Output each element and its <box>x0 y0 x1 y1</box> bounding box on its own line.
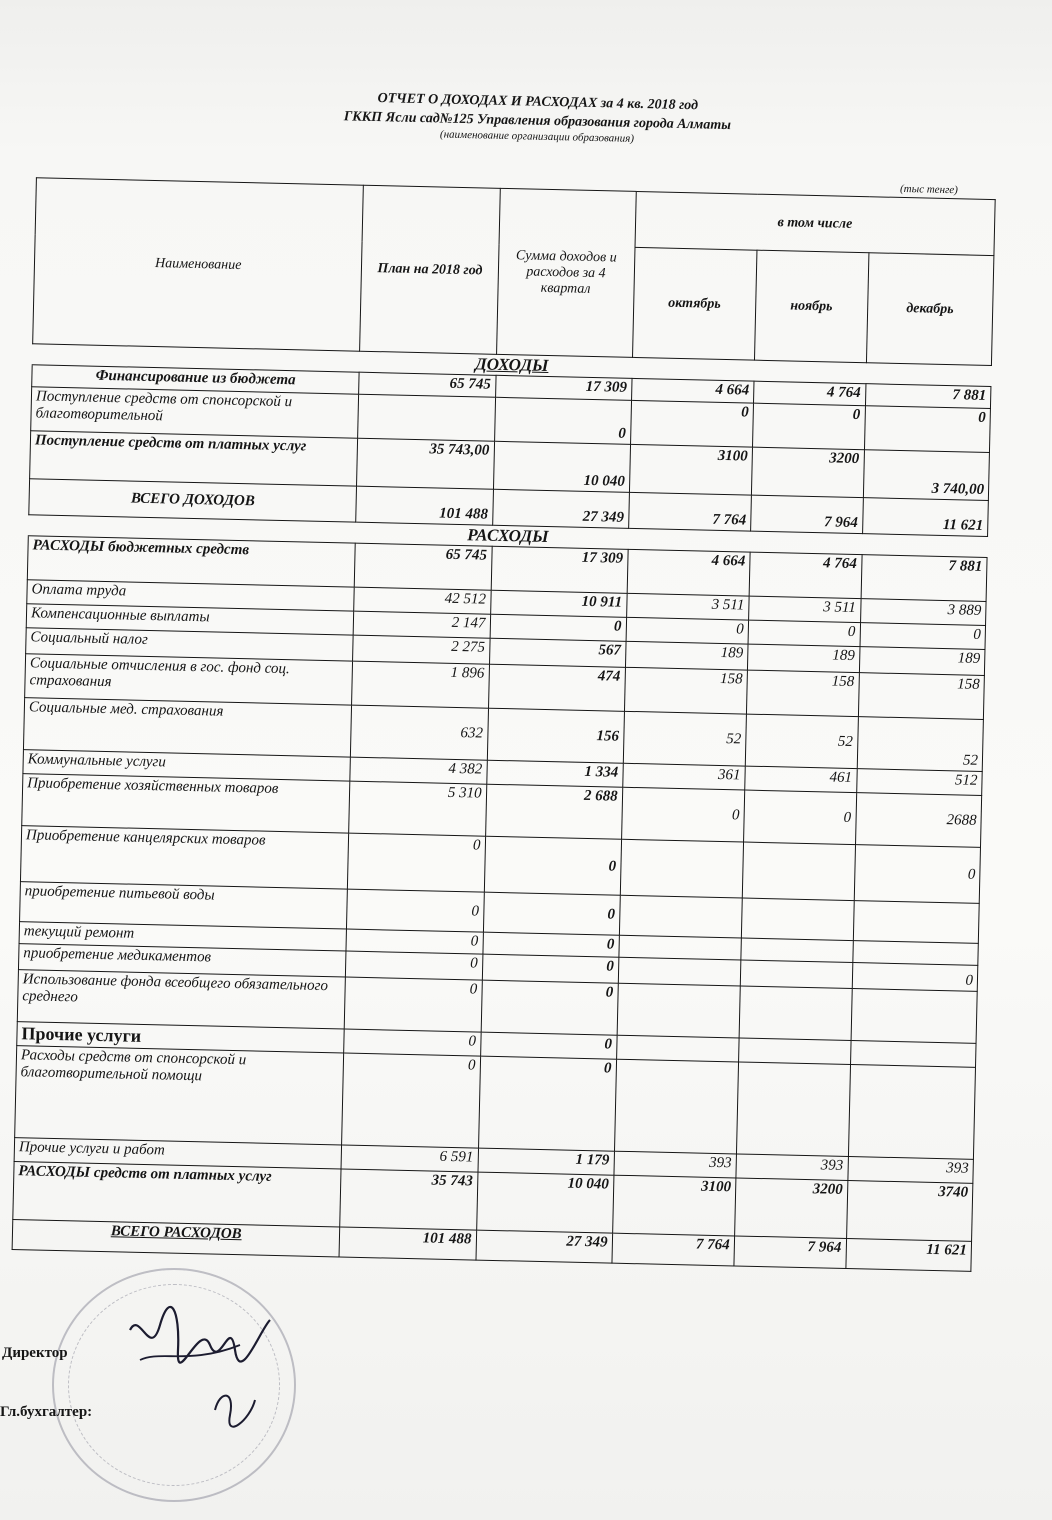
cell-nov <box>742 842 855 901</box>
cell-plan: 0 <box>344 1029 481 1056</box>
cell-dec: 0 <box>860 623 986 650</box>
cell-sum: 0 <box>478 1056 616 1151</box>
director-label: Директор <box>2 1345 68 1361</box>
cell-dec: 11 621 <box>845 1238 971 1271</box>
cell-dec: 7 881 <box>861 555 987 602</box>
cell-sum: 567 <box>489 638 626 667</box>
row-label: РАСХОДЫ бюджетных средств <box>27 536 355 587</box>
cell-sum: 0 <box>482 932 619 957</box>
cell-plan: 6 591 <box>341 1145 478 1172</box>
cell-sum: 0 <box>480 1032 617 1059</box>
cell-nov <box>739 986 852 1041</box>
cell-plan <box>358 394 495 441</box>
report-table <box>12 177 996 1272</box>
cell-oct <box>618 957 741 986</box>
cell-nov <box>740 960 852 989</box>
title-line: ОТЧЕТ О ДОХОДАХ И РАСХОДАХ за 4 кв. 2018 год <box>377 91 699 114</box>
cell-nov: 0 <box>743 790 856 845</box>
cell-plan: 2 147 <box>354 611 491 638</box>
cell-oct: 189 <box>625 641 748 670</box>
cell-nov: 7 964 <box>734 1236 846 1269</box>
cell-sum: 17 309 <box>491 546 628 593</box>
cell-plan: 0 <box>346 951 483 980</box>
cell-oct: 52 <box>623 711 746 766</box>
organization-name: ГККП Ясли сад№125 Управления образования города Алматы <box>343 109 732 134</box>
row-label: РАСХОДЫ средств от платных услуг <box>13 1162 342 1227</box>
cell-oct: 3100 <box>629 444 752 495</box>
cell-oct: 7 764 <box>628 492 751 531</box>
cell-plan: 65 745 <box>359 372 496 397</box>
cell-plan: 0 <box>347 889 484 932</box>
cell-plan: 42 512 <box>354 587 491 614</box>
report-page <box>0 81 1008 1463</box>
cell-plan: 632 <box>351 705 488 760</box>
units-label: (тыс тенге) <box>899 182 959 197</box>
row-label: ВСЕГО РАСХОДОВ <box>12 1220 340 1257</box>
cell-sum: 10 040 <box>493 441 630 492</box>
cell-oct: 361 <box>622 763 745 790</box>
cell-sum: 0 <box>483 892 620 935</box>
cell-oct <box>617 983 740 1038</box>
cell-nov: 3 511 <box>748 596 860 623</box>
cell-plan: 101 488 <box>356 486 493 525</box>
cell-oct: 0 <box>626 617 749 644</box>
cell-plan: 0 <box>346 929 483 954</box>
cell-dec: 2688 <box>855 793 982 848</box>
income-section-title: ДОХОДЫ <box>32 344 991 387</box>
cell-sum: 27 349 <box>476 1230 613 1263</box>
cell-dec: 189 <box>859 647 985 676</box>
cell-sum: 17 309 <box>495 375 632 400</box>
cell-sum: 0 <box>484 836 621 895</box>
cell-oct: 158 <box>624 667 747 714</box>
cell-plan: 35 743,00 <box>357 438 494 489</box>
cell-sum: 474 <box>488 664 625 711</box>
cell-nov: 52 <box>745 714 858 769</box>
header-row <box>35 178 995 256</box>
cell-nov: 3200 <box>734 1178 847 1239</box>
cell-dec: 7 881 <box>865 384 991 409</box>
cell-sum: 1 179 <box>478 1148 615 1175</box>
cell-oct: 7 764 <box>612 1233 735 1266</box>
cell-oct <box>619 895 742 938</box>
cell-oct: 4 664 <box>627 549 750 596</box>
cell-dec: 3 889 <box>860 599 986 626</box>
row-label: приобретение медикаментов <box>18 944 346 977</box>
cell-oct: 3100 <box>612 1175 736 1236</box>
row-label: Социальные отчисления в гос. фонд соц. страхования <box>25 654 353 705</box>
row-label: текущий ремонт <box>19 922 347 951</box>
cell-nov: 0 <box>752 403 865 450</box>
row-label: Поступление средств от платных услуг <box>30 431 358 486</box>
expense-section-title: РАСХОДЫ <box>28 515 987 558</box>
cell-oct: 0 <box>630 400 753 447</box>
row-label: Прочие услуги <box>17 1022 345 1053</box>
organization-note: (наименование организации образования) <box>439 128 635 145</box>
cell-sum: 0 <box>482 954 619 983</box>
cell-plan: 4 382 <box>350 757 487 784</box>
row-label: Коммунальные услуги <box>23 750 351 781</box>
col-name-header: Наименование <box>33 178 364 351</box>
cell-nov: 189 <box>747 644 859 673</box>
cell-sum: 156 <box>487 708 624 763</box>
row-label: Социальный налог <box>26 628 354 661</box>
cell-dec: 11 621 <box>862 498 988 537</box>
cell-nov <box>741 898 854 941</box>
col-incl-header: в том числе <box>635 191 996 255</box>
cell-plan: 2 275 <box>353 635 490 664</box>
cell-sum: 10 911 <box>490 590 627 617</box>
cell-sum: 1 334 <box>486 760 623 787</box>
col-nov-header: ноябрь <box>754 250 868 363</box>
cell-dec: 0 <box>854 845 981 904</box>
row-label: Поступление средств от спонсорской и благотворительной <box>31 387 359 438</box>
row-label: Расходы средств от спонсорской и благотворительной помощи <box>15 1046 344 1145</box>
cell-plan: 5 310 <box>349 781 486 836</box>
cell-oct: 393 <box>614 1151 737 1178</box>
cell-plan: 65 745 <box>355 543 492 590</box>
cell-dec: 393 <box>847 1156 973 1183</box>
cell-plan: 101 488 <box>339 1227 476 1260</box>
col-oct-header: октябрь <box>632 247 757 360</box>
cell-nov: 0 <box>748 620 860 647</box>
cell-dec: 158 <box>858 673 984 720</box>
cell-sum: 27 349 <box>492 489 629 528</box>
row-label: Приобретение канцелярских товаров <box>20 826 349 889</box>
cell-dec <box>848 1065 976 1160</box>
row-label: Приобретение хозяйственных товаров <box>22 774 351 833</box>
cell-dec <box>851 989 978 1044</box>
row-label: Компенсационные выплаты <box>26 604 354 635</box>
cell-nov: 393 <box>736 1154 848 1181</box>
row-label: Прочие услуги и работ <box>14 1138 342 1169</box>
col-sum-header: Сумма доходов и расходов за 4 квартал <box>496 188 636 357</box>
cell-oct <box>616 1035 739 1062</box>
row-label: Финансирование из бюджета <box>32 365 360 394</box>
accountant-label: Гл.бухгалтер: <box>0 1404 93 1420</box>
cell-nov: 158 <box>746 670 859 717</box>
cell-nov: 4 764 <box>753 381 865 406</box>
row-label: ВСЕГО ДОХОДОВ <box>29 479 357 522</box>
cell-plan: 0 <box>342 1053 480 1148</box>
cell-nov: 461 <box>745 766 857 793</box>
cell-dec: 512 <box>856 769 982 796</box>
cell-nov: 3200 <box>751 447 864 498</box>
row-label: Оплата труда <box>27 580 355 611</box>
cell-nov: 4 764 <box>749 552 862 599</box>
cell-dec <box>853 901 979 944</box>
cell-oct: 0 <box>621 787 744 842</box>
col-dec-header: декабрь <box>866 253 994 366</box>
cell-nov: 7 964 <box>750 495 862 534</box>
cell-dec <box>850 1041 976 1068</box>
row-label: Использование фонда всеобщего обязательного среднего <box>17 970 346 1029</box>
cell-sum: 0 <box>490 614 627 641</box>
row-label: Социальные мед. страхования <box>23 698 352 757</box>
signature-scribble <box>120 1290 290 1450</box>
cell-sum: 0 <box>494 397 631 444</box>
cell-oct: 3 511 <box>626 593 749 620</box>
cell-oct <box>614 1059 738 1154</box>
cell-oct: 4 664 <box>631 378 754 403</box>
cell-dec: 0 <box>852 963 978 992</box>
cell-sum: 0 <box>481 980 618 1035</box>
col-plan-header: План на 2018 год <box>360 185 500 354</box>
cell-nov <box>741 938 853 963</box>
row-label: приобретение питьевой воды <box>20 882 348 929</box>
cell-dec <box>852 941 978 966</box>
cell-dec: 52 <box>857 717 984 772</box>
cell-nov <box>736 1062 850 1157</box>
cell-nov <box>738 1038 850 1065</box>
cell-plan: 0 <box>348 833 485 892</box>
cell-oct <box>620 839 744 898</box>
cell-plan: 1 896 <box>352 661 489 708</box>
cell-dec: 3740 <box>846 1180 973 1241</box>
cell-plan: 35 743 <box>340 1169 477 1230</box>
cell-sum: 10 040 <box>476 1172 613 1233</box>
cell-sum: 2 688 <box>485 784 622 839</box>
cell-plan: 0 <box>345 977 482 1032</box>
cell-dec: 3 740,00 <box>863 450 990 501</box>
cell-dec: 0 <box>864 406 990 453</box>
cell-oct <box>619 935 742 960</box>
